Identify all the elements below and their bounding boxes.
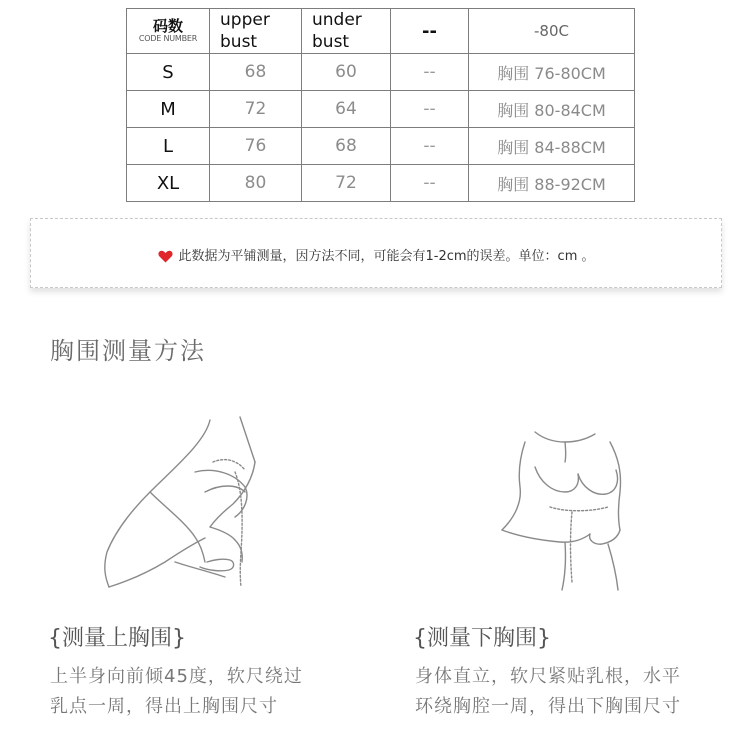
range-cell: 胸围 88-92CM xyxy=(469,165,635,202)
header-dash: -- xyxy=(391,9,469,54)
upper-bust-cell: 72 xyxy=(210,91,302,128)
upper-bust-cell: 76 xyxy=(210,128,302,165)
upper-bust-method-line-1: 上半身向前倾45度，软尺绕过 xyxy=(50,666,303,687)
size-cell: M xyxy=(127,91,210,128)
note-text: 此数据为平铺测量，因方法不同，可能会有1-2cm的误差。单位：cm 。 xyxy=(178,249,595,264)
note-box xyxy=(30,218,722,288)
dash-cell: -- xyxy=(391,54,469,91)
table-row xyxy=(127,91,635,128)
header-upper-bust: upper bust xyxy=(210,9,302,54)
under-bust-method-title: {测量下胸围} xyxy=(413,626,551,651)
table-row xyxy=(127,128,635,165)
size-cell: XL xyxy=(127,165,210,202)
range-cell: 胸围 84-88CM xyxy=(469,128,635,165)
upper-bust-illustration xyxy=(95,412,345,592)
under-bust-method-line-1: 身体直立，软尺紧贴乳根，水平 xyxy=(415,666,681,687)
table-row xyxy=(127,54,635,91)
range-cell: 胸围 76-80CM xyxy=(469,54,635,91)
under-bust-illustration xyxy=(490,412,670,592)
upper-bust-cell: 80 xyxy=(210,165,302,202)
note-line xyxy=(31,245,721,264)
range-cell: 胸围 80-84CM xyxy=(469,91,635,128)
dash-cell: -- xyxy=(391,165,469,202)
upper-bust-method-title: {测量上胸围} xyxy=(48,626,186,651)
size-cell: S xyxy=(127,54,210,91)
dash-cell: -- xyxy=(391,91,469,128)
size-cell: L xyxy=(127,128,210,165)
under-bust-method-text xyxy=(415,662,681,722)
under-bust-cell: 60 xyxy=(302,54,391,91)
header-under-bust: under bust xyxy=(302,9,391,54)
heart-icon xyxy=(158,250,173,263)
table-header-row xyxy=(127,9,635,54)
under-bust-cell: 68 xyxy=(302,128,391,165)
section-title: 胸围测量方法 xyxy=(50,337,206,365)
under-bust-cell: 64 xyxy=(302,91,391,128)
upper-bust-method-text xyxy=(50,662,303,722)
under-bust-method-line-2: 环绕胸腔一周，得出下胸围尺寸 xyxy=(415,696,681,717)
dash-cell: -- xyxy=(391,128,469,165)
header-code-label: 码数 xyxy=(152,17,183,35)
upper-bust-cell: 68 xyxy=(210,54,302,91)
under-bust-cell: 72 xyxy=(302,165,391,202)
upper-bust-method-line-2: 乳点一周，得出上胸围尺寸 xyxy=(50,696,278,717)
header-code-sub: CODE NUMBER xyxy=(138,34,198,43)
header-range: -80C xyxy=(469,9,635,54)
header-code-cell xyxy=(127,9,210,54)
size-table xyxy=(126,8,635,202)
table-row xyxy=(127,165,635,202)
